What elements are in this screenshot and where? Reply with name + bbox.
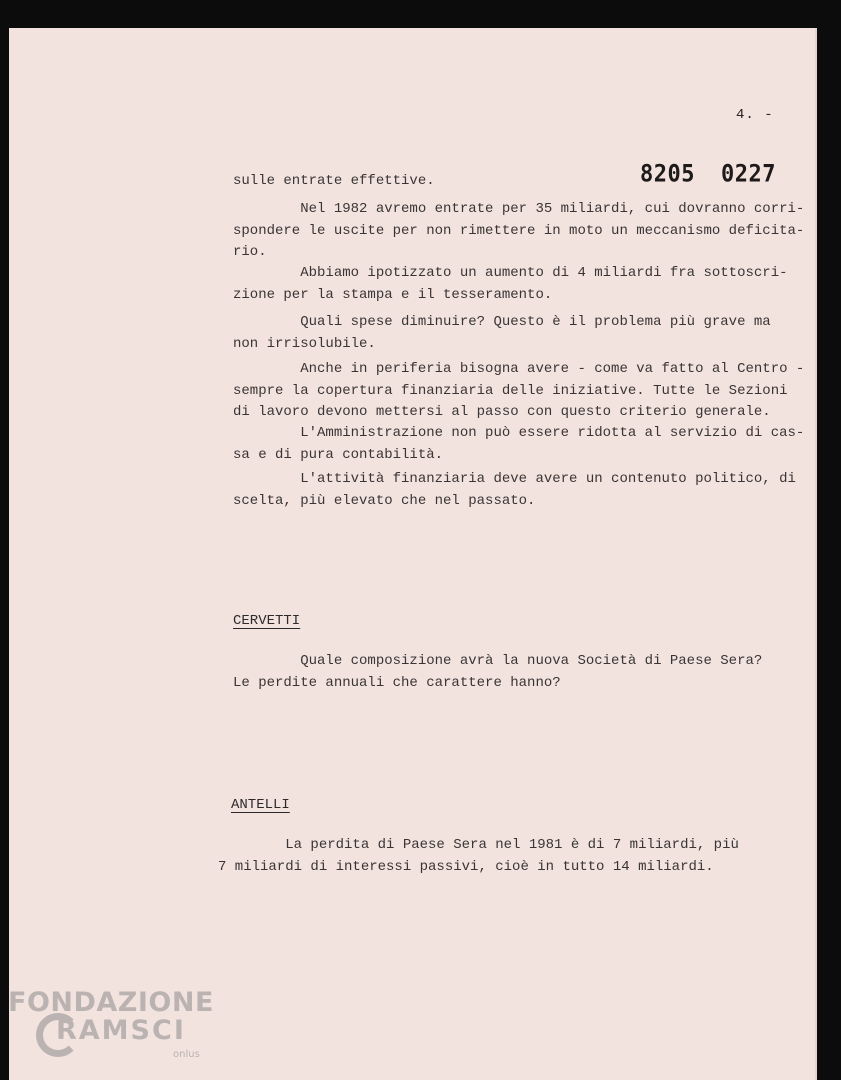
- antelli-paragraph: La perdita di Paese Sera nel 1981 è di 7 miliardi, più 7 miliardi di interessi passivi, cioè in tutto 14 miliardi.: [218, 837, 739, 875]
- paragraph-5: Anche in periferia bisogna avere - come va fatto al Centro sempre la copertura finanziaria delle iniziative. Tutte le Sezioni di lavoro devono mettersi al passo con questo criterio generale.: [233, 361, 788, 420]
- watermark-line-1: FONDAZIONE: [8, 987, 214, 1018]
- document-code-part-1: 8205: [640, 160, 695, 189]
- speaker-heading-antelli: ANTELLI: [231, 797, 290, 813]
- paragraph-3: Abbiamo ipotizzato un aumento di 4 miliardi fra sottoscri- zione per la stampa e il tesseramento.: [233, 265, 788, 303]
- paragraph-4: Quali spese diminuire? Questo è il problema più grave ma non irrisolubile.: [233, 314, 771, 352]
- paragraph-6: L'Amministrazione non può essere ridotta al servizio di sa e di pura contabilità.: [233, 425, 763, 463]
- cervetti-paragraph: Quale composizione avrà la nuova Società di Paese Sera? Le perdite annuali che carattere hanno?: [233, 653, 763, 691]
- page-number: 4. -: [736, 107, 774, 123]
- watermark-line-3: onlus: [173, 1049, 200, 1060]
- archive-watermark: [8, 987, 214, 1060]
- paragraph-7: L'attività finanziaria deve avere un contenuto politico, scelta, più elevato che nel passato.: [233, 471, 771, 509]
- document-code-part-2: 0227: [720, 160, 776, 189]
- speaker-heading-cervetti: CERVETTI: [233, 613, 301, 629]
- paragraph-2: Nel 1982 avremo entrate per 35 miliardi, cui dovranno spondere le uscite per non rimettere in moto un meccanismo deficita- rio.: [233, 201, 805, 260]
- watermark-g-logo-icon: [36, 1013, 80, 1057]
- watermark-line-2: RAMSCI: [56, 1015, 186, 1046]
- paragraph-1: sulle entrate effettive.: [233, 173, 435, 189]
